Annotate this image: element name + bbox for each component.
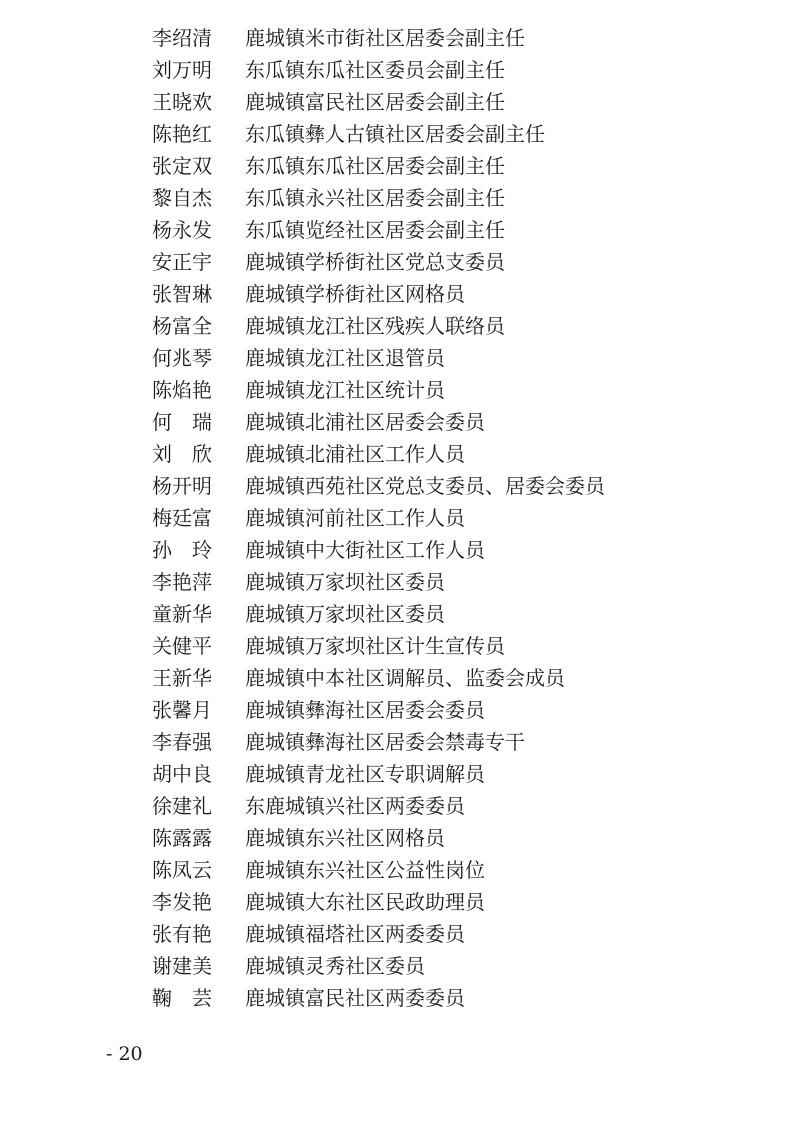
- list-item: [152, 502, 605, 534]
- person-name: 陈焰艳: [152, 378, 212, 402]
- list-item: [152, 118, 605, 150]
- list-item: [152, 310, 605, 342]
- list-item: [152, 918, 605, 950]
- person-name: 王新华: [152, 666, 212, 690]
- list-item: [152, 886, 605, 918]
- person-name: 王晓欢: [152, 90, 212, 114]
- person-name: 黎自杰: [152, 186, 212, 210]
- person-title: 鹿城镇北浦社区工作人员: [245, 442, 465, 466]
- person-name: 刘 欣: [152, 442, 212, 466]
- list-item: [152, 22, 605, 54]
- person-name: 陈露露: [152, 826, 212, 850]
- list-item: [152, 982, 605, 1014]
- person-title: 鹿城镇万家坝社区委员: [245, 602, 445, 626]
- person-name: 杨富全: [152, 314, 212, 338]
- person-name: 刘万明: [152, 58, 212, 82]
- person-title: 东瓜镇东瓜社区委员会副主任: [245, 58, 505, 82]
- person-name: 梅廷富: [152, 506, 212, 530]
- person-title: 东鹿城镇兴社区两委委员: [245, 794, 465, 818]
- list-item: [152, 86, 605, 118]
- list-item: [152, 374, 605, 406]
- person-name: 何 瑞: [152, 410, 212, 434]
- person-title: 鹿城镇彝海社区居委会委员: [245, 698, 485, 722]
- list-item: [152, 950, 605, 982]
- person-name: 张定双: [152, 154, 212, 178]
- page-number: - 20: [106, 1043, 143, 1065]
- person-name: 谢建美: [152, 954, 212, 978]
- person-title: 鹿城镇中本社区调解员、监委会成员: [245, 666, 565, 690]
- list-item: [152, 54, 605, 86]
- person-title: 鹿城镇福塔社区两委委员: [245, 922, 465, 946]
- list-item: [152, 758, 605, 790]
- list-item: [152, 246, 605, 278]
- person-title: 鹿城镇富民社区居委会副主任: [245, 90, 505, 114]
- list-item: [152, 406, 605, 438]
- person-name: 何兆琴: [152, 346, 212, 370]
- person-name: 安正宇: [152, 250, 212, 274]
- person-title: 鹿城镇万家坝社区计生宣传员: [245, 634, 505, 658]
- person-name: 孙 玲: [152, 538, 212, 562]
- person-name: 陈凤云: [152, 858, 212, 882]
- list-item: [152, 342, 605, 374]
- person-title: 鹿城镇学桥街社区网格员: [245, 282, 465, 306]
- list-item: [152, 278, 605, 310]
- person-name: 杨永发: [152, 218, 212, 242]
- list-item: [152, 790, 605, 822]
- list-item: [152, 662, 605, 694]
- person-name: 张智琳: [152, 282, 212, 306]
- person-title: 鹿城镇龙江社区残疾人联络员: [245, 314, 505, 338]
- list-item: [152, 598, 605, 630]
- person-title: 鹿城镇青龙社区专职调解员: [245, 762, 485, 786]
- list-item: [152, 566, 605, 598]
- list-item: [152, 726, 605, 758]
- person-title: 鹿城镇大东社区民政助理员: [245, 890, 485, 914]
- person-name: 李艳萍: [152, 570, 212, 594]
- person-title: 鹿城镇彝海社区居委会禁毒专干: [245, 730, 525, 754]
- person-name: 徐建礼: [152, 794, 212, 818]
- person-title: 鹿城镇北浦社区居委会委员: [245, 410, 485, 434]
- person-name: 胡中良: [152, 762, 212, 786]
- person-title: 鹿城镇米市街社区居委会副主任: [245, 26, 525, 50]
- person-title: 鹿城镇河前社区工作人员: [245, 506, 465, 530]
- person-name: 陈艳红: [152, 122, 212, 146]
- person-name: 关健平: [152, 634, 212, 658]
- list-item: [152, 854, 605, 886]
- list-item: [152, 822, 605, 854]
- list-item: [152, 182, 605, 214]
- person-title: 东瓜镇览经社区居委会副主任: [245, 218, 505, 242]
- person-title: 鹿城镇龙江社区退管员: [245, 346, 445, 370]
- person-name: 张馨月: [152, 698, 212, 722]
- person-title: 东瓜镇彝人古镇社区居委会副主任: [245, 122, 545, 146]
- person-name: 杨开明: [152, 474, 212, 498]
- person-title: 东瓜镇东瓜社区居委会副主任: [245, 154, 505, 178]
- person-title: 鹿城镇富民社区两委委员: [245, 986, 465, 1010]
- person-title: 鹿城镇东兴社区公益性岗位: [245, 858, 485, 882]
- list-item: [152, 470, 605, 502]
- list-item: [152, 438, 605, 470]
- list-item: [152, 214, 605, 246]
- person-title: 鹿城镇灵秀社区委员: [245, 954, 425, 978]
- person-name: 张有艳: [152, 922, 212, 946]
- person-title: 鹿城镇东兴社区网格员: [245, 826, 445, 850]
- person-title: 鹿城镇万家坝社区委员: [245, 570, 445, 594]
- person-name: 李春强: [152, 730, 212, 754]
- person-name: 李发艳: [152, 890, 212, 914]
- person-title: 鹿城镇西苑社区党总支委员、居委会委员: [245, 474, 605, 498]
- list-item: [152, 150, 605, 182]
- person-name: 鞠 芸: [152, 986, 212, 1010]
- list-item: [152, 694, 605, 726]
- person-title: 鹿城镇龙江社区统计员: [245, 378, 445, 402]
- name-list: [152, 22, 605, 1014]
- person-name: 李绍清: [152, 26, 212, 50]
- list-item: [152, 630, 605, 662]
- person-title: 东瓜镇永兴社区居委会副主任: [245, 186, 505, 210]
- person-name: 童新华: [152, 602, 212, 626]
- person-title: 鹿城镇中大街社区工作人员: [245, 538, 485, 562]
- person-title: 鹿城镇学桥街社区党总支委员: [245, 250, 505, 274]
- list-item: [152, 534, 605, 566]
